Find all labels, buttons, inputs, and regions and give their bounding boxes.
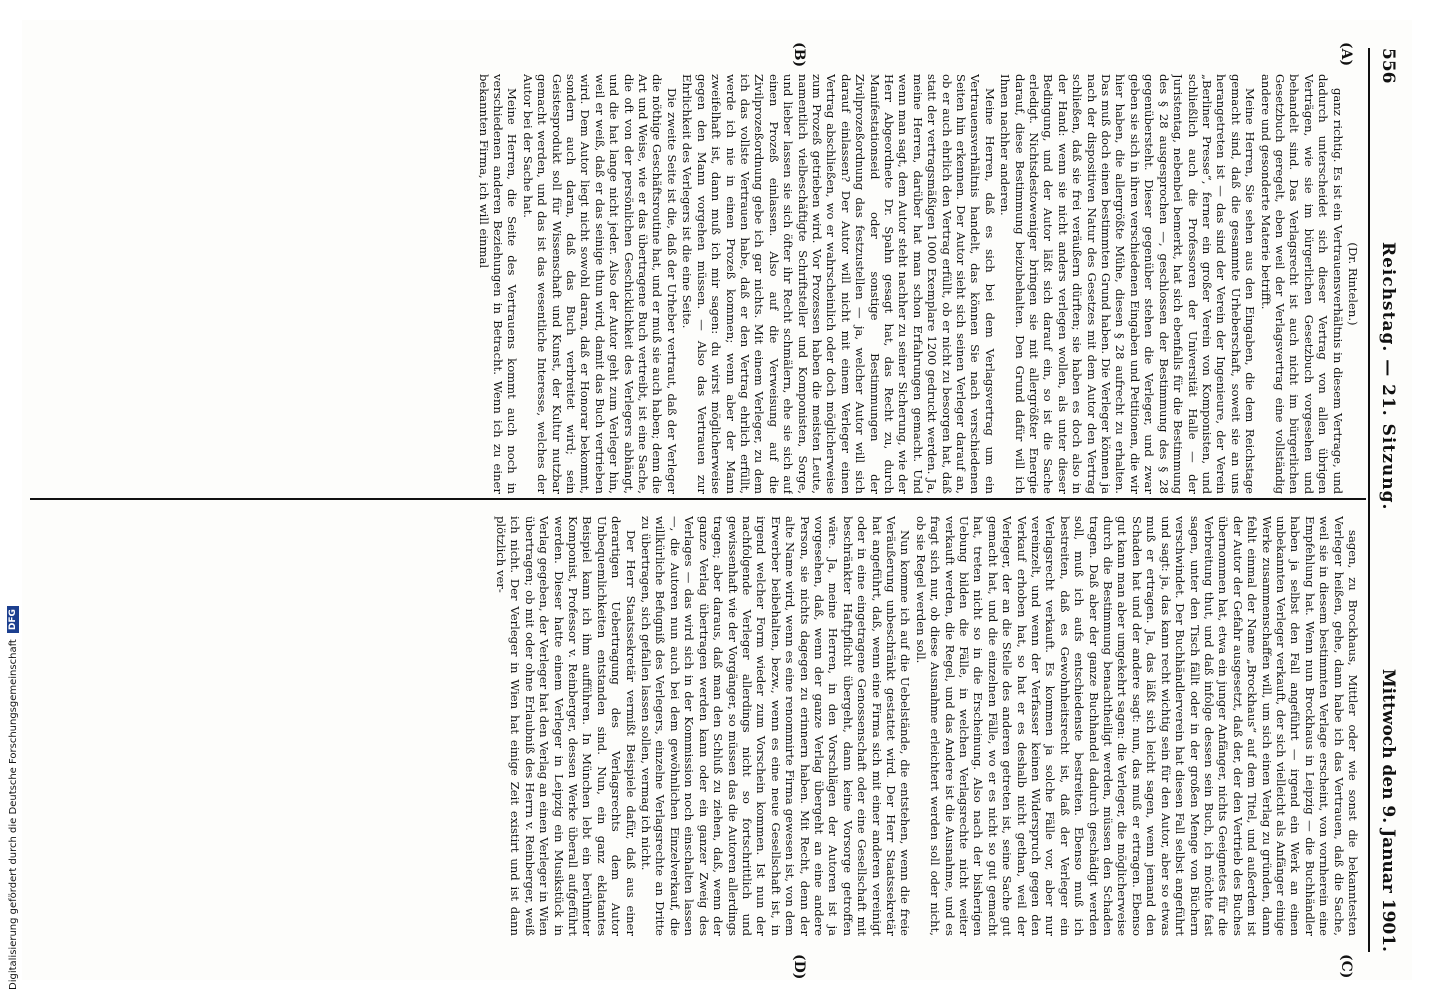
dfg-logo: DFG <box>7 606 19 633</box>
paragraph: Meine Herren, die Seite des Vertrauens kommt auch noch in verschiedenen anderen Beziehungen in Betracht. Wenn ich zu einer bekannten Firma, ich will einmal <box>476 74 520 494</box>
column-divider <box>30 498 1366 500</box>
header-title: Reichstag. — 21. Sitzung. <box>1378 241 1398 511</box>
paragraph: ganz richtig. Es ist ein Vertrauensverhältnis in diesem Vertrage, und dadurch unterscheidet sich dieser Vertrag von allen übrigen Verträgen, wie sie im bürgerlichen Gesetzbuch vorgesehen und behandelt sind. Das Verlagsrecht ist auch nicht im bürgerlichen Gesetzbuch geregelt, eben weil der Verlagsvertrag eine vollständig andere und gesonderte Materie betrifft. <box>1258 74 1345 494</box>
page-number: 556 <box>1378 48 1398 84</box>
footer-text: Digitalisierung gefördert durch die Deutsche Forschungsgemeinschaft <box>7 639 19 990</box>
paragraph: Meine Herren, daß es sich bei dem Verlagsvertrag um ein Vertrauensverhältnis handelt, das können Sie nach verschiedenen Seiten hin erkennen. Der Autor sieht sich seinen Verleger darauf an, ob er auch ehrlich den Vertrag erfüllt, ob er nicht zu besorgen hat, daß statt der vertragsmäßigen 1000 Exemplare 1200 gedruckt werden. Ja, meine Herren, darüber hat man schon Erfahrungen gemacht. Und wenn man sagt, dem Autor steht nachher zu seiner Sicherung, wie der Herr Abgeordnete Dr. Spahn gesagt hat, das Recht zu, durch Manifestationseid oder sonstige Bestimmungen der Zivilprozeßordnung das festzustellen — ja, welcher Autor will sich darauf einlassen? Der Autor will nicht mit einem Verleger einen Vertrag abschließen, wo er wahrscheinlich oder doch möglicherweise zum Prozeß getrieben wird. Vor Prozessen haben die meisten Leute, namentlich vielbeschäftigte Schriftsteller und Komponisten, Sorge, und lieber lassen sie sich öfter ihr Recht schmälern, ehe sie sich auf einen Prozeß einlassen. Also auf die Verweisung auf die Zivilprozeßordnung gebe ich gar nichts. Mit einem Verleger, zu dem ich das vollste Vertrauen habe, daß er den Vertrag ehrlich erfüllt, werde ich nie in einen Prozeß kommen; wenn aber der Mann zweifelhaft ist, dann muß ich mir sagen: du wirst möglicherweise gegen den Mann vorgehen müssen. — Also das Vertrauen zur Ehrlichkeit des Verlegers ist die eine Seite. <box>680 74 997 494</box>
newspaper-page <box>22 20 1412 980</box>
paragraph: Der Herr Staatssekretär vermißt Beispiele dafür, daß aus einer derartigen Uebertragung des Verlagsrechts dem Autor Unbequemlichkeiten entstanden sind. Nun, ein ganz eklatantes Beispiel kann ich ihm aufführen. In München lebt ein berühmter Komponist, Professor v. Reinberger, dessen Werke überall aufgeführt werden. Dieser hatte einem Verleger in Leipzig ein Musikstück in Verlag gegeben, der Verleger hat den Verlag an einen Verleger in Wien übertragen; ob mit oder ohne Erlaubniß des Herrn v. Reinberger, weiß ich nicht. Der Verleger in Wien hat einige Zeit existirt und ist dann plötzlich ver- <box>494 516 638 936</box>
speaker-label: (Dr. Rintelen.) <box>1346 242 1360 326</box>
paragraph: Meine Herren, Sie sehen aus den Eingaben, die dem Reichstage gemacht sind, daß die gesammte Urheberschaft, soweit sie an uns herangetreten ist — das sind der Verein der Ingenieure, der Verein „Berliner Presse“, ferner ein großer Verein von Komponisten, und schließlich auch die Professoren der Universität Halle — der Juristentag, nebenbei bemerkt, hat sich ebenfalls für die Bestimmung des § 28 ausgesprochen —, geschlossen der Bestimmung des § 28 gegenübersteht. Dieser gegenüber stehen die Verleger, und zwar geben sie sich in ihren verschiedenen Eingaben und Petitionen, die wir hier haben, die allergrößte Mühe, diesen § 28 aufrecht zu erhalten. Das muß doch einen bestimmten Grund haben. Die Verleger können ja nach der dispositiven Natur des Gesetzes mit dem Autor den Vertrag schließen, daß sie frei veräußern dürften; sie haben es doch also in der Hand: wenn sie nicht anders verlegen wollen, als unter dieser Bedingung, und der Autor läßt sich darauf ein, so ist die Sache erledigt. Nichtsdestoweniger bringen sie mit allergrößter Energie darauf, diese Bestimmung beizubehalten. Den Grund dafür will ich Ihnen nachher anderen. <box>998 74 1258 494</box>
right-column <box>40 516 1360 936</box>
margin-marker-a: (A) <box>1338 42 1354 67</box>
paragraph: sagen, zu Brockhaus, Mittler oder wie sonst die bekanntesten Verleger heißen, gehe, dann habe ich das Vertrauen, daß die Sache, weil sie in diesem bestimmten Verlage erscheint, von vornherein eine Empfehlung hat. Wenn nun Brockhaus in Leipzig — die Buchhändler haben ja selbst den Fall angeführt — irgend ein Werk an einen unbekannten Verleger verkauft, der sich vielleicht als Anfänger einige Werke zusammenschaffen will, um sich einen Verlag zu gründen, dann fehlt einmal der Name „Brockhaus“ auf dem Titel, und außerdem ist der Autor der Gefahr ausgesetzt, daß der, der den Vertrieb des Buches übernommen hat, etwa ein junger Anfänger, nichts Geeignetes für die Verbreitung thut, und daß infolge dessen sein Buch, ich möchte fast sagen, unter den Tisch fällt oder in der großen Menge von Büchern verschwindet. Der Buchhändlerverein hat diesen Fall selbst angeführt und sagt: ja, das kann recht wichtig sein für den Autor, aber so etwas muß er ertragen. Ja, das läßt sich leicht sagen, wenn jemand den Schaden hat und der andere sagt: nun, das muß er ertragen. Ebenso gut kann man aber umgekehrt sagen: die Verleger, die möglicherweise durch die Bestimmung benachtheiligt werden, müssen den Schaden tragen. Daß aber der ganze Buchhandel dadurch geschädigt werden soll, muß ich aufs entschiedenste bestreiten. Ebenso muß ich bestreiten, daß es Gewohnheitsrecht ist, daß der Verleger ein Verlagsrecht verkauft. Es kommen ja solche Fälle vor, aber nur vereinzelt, und wenn der Verfasser keinen Widerspruch gegen den Verkauf erhoben hat, so hat er es deshalb nicht gethan, weil der Verleger, der an die Stelle des anderen getreten ist, seine Sache gut gemacht hat, und die einzelnen Fälle, wo er es nicht so gut gemacht hat, treten nicht so in die Erscheinung. Also nach der bisherigen Uebung bilden die Fälle, in welchen Verlagsrechte nicht weiter verkauft werden, die Regel, und das Andere ist die Ausnahme, und es fragt sich nur, ob diese Ausnahme erleichtert werden soll oder nicht, ob sie Regel werden soll. <box>913 516 1360 936</box>
paragraph: Die zweite Seite ist die, daß der Urheber vertraut, daß der Verleger die nöthige Geschäftsroutine hat, und er muß sie auch haben; denn die Art und Weise, wie er das übertragene Buch vertreibt, ist eine Sache, die oft von der persönlichen Geschicklichkeit des Verlegers abhängt, und die hat lange nicht jeder. Also der Autor geht zum Verleger hin, weil er weiß, daß er das seinige thun wird, damit das Buch vertrieben wird. Dem Autor liegt nicht sowohl daran, daß er Honorar bekommt, sondern auch daran, daß das Buch verbreitet wird; sein Geistesprodukt soll für Wissenschaft und Kunst, der Kultur nutzbar gemacht werden, und das ist das wesentliche Interesse, welches der Autor bei der Sache hat. <box>520 74 679 494</box>
digitization-footer <box>2 10 24 990</box>
margin-marker-c: (C) <box>1338 954 1354 979</box>
margin-marker-b: (B) <box>791 42 807 68</box>
header-divider <box>1368 48 1370 952</box>
margin-marker-d: (D) <box>791 954 807 980</box>
header-date: Mittwoch den 9. Januar 1901. <box>1378 668 1398 952</box>
page-header <box>1374 48 1402 952</box>
left-column <box>40 74 1360 494</box>
paragraph: Nun komme ich auf die Uebelstände, die entstehen, wenn die freie Veräußerung unbeschränkt gestattet wird. Der Herr Staatssekretär hat angeführt, daß, wenn eine Firma sich mit einer anderen vereinigt oder in eine eingetragene Genossenschaft oder eine Gesellschaft mit beschränkter Haftpflicht übergeht, dann keine Vorsorge getroffen wäre. Ja, meine Herren, in den Vorschlägen der Autoren ist ja vorgesehen, daß, wenn der ganze Verlag übergeht an eine andere Person, sie nichts dagegen zu erinnern haben. Mit Recht, denn der alte Name wird, wenn es eine renommirte Firma gewesen ist, von dem Erwerber beibehalten, bezw., wenn es eine neue Gesellschaft ist, in irgend welcher Form wieder zum Vorschein kommen. Ist nun der nachfolgende Verleger allerdings nicht so fortschrittlich und gewissenhaft wie der Vorgänger, so müssen das die Autoren allerdings tragen; aber daraus, daß man den Schluß zu ziehen, daß, wenn der ganze Verlag übertragen werden kann oder ein ganzer Zweig des Verlages — das wird sich in der Kommission noch einschalten lassen —, die Autoren nun auch bei dem gewöhnlichen Einzelverkauf, die willkürliche Befugniß des Verlegers, einzelne Verlagsrechte an Dritte zu übertragen, sich gefallen lassen sollen, vermag ich nicht. <box>639 516 913 936</box>
